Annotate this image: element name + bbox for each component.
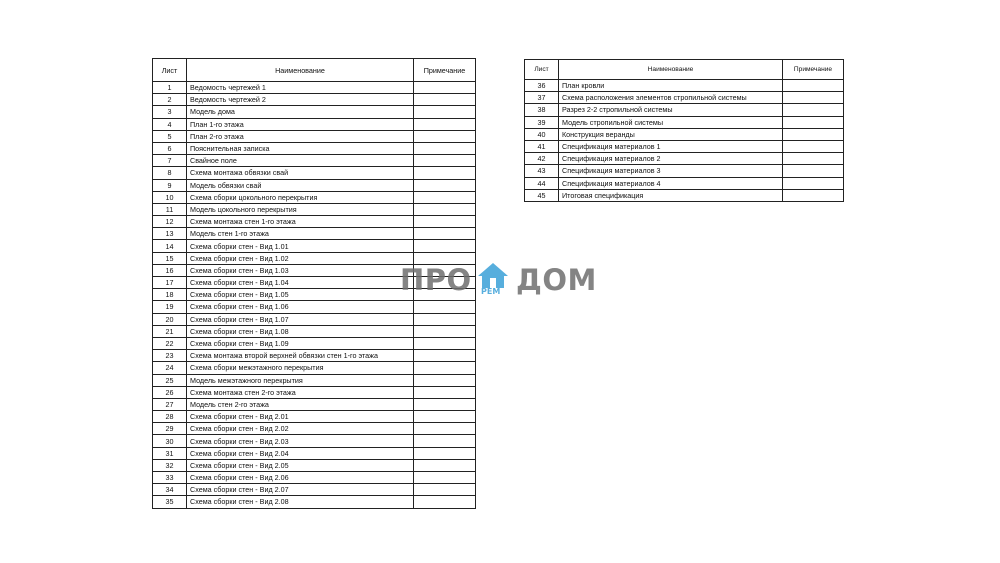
sheet-number: 8 bbox=[153, 167, 187, 179]
sheet-title: Схема монтажа стен 1-го этажа bbox=[187, 216, 414, 228]
table-row bbox=[153, 447, 476, 459]
sheet-number: 35 bbox=[153, 496, 187, 508]
sheet-title: Схема сборки стен - Вид 1.08 bbox=[187, 325, 414, 337]
table-row bbox=[153, 203, 476, 215]
sheet-title: Схема сборки стен - Вид 2.03 bbox=[187, 435, 414, 447]
sheet-number: 19 bbox=[153, 301, 187, 313]
sheet-note bbox=[783, 140, 844, 152]
sheet-note bbox=[783, 92, 844, 104]
table-row bbox=[153, 82, 476, 94]
table-row bbox=[153, 130, 476, 142]
sheet-title: Схема монтажа обвязки свай bbox=[187, 167, 414, 179]
table-row bbox=[153, 191, 476, 203]
watermark-logo bbox=[398, 261, 603, 299]
sheet-note bbox=[414, 118, 476, 130]
table-row bbox=[525, 116, 844, 128]
sheet-note bbox=[783, 104, 844, 116]
sheet-title: Модель стропильной системы bbox=[559, 116, 783, 128]
sheet-title: Спецификация материалов 4 bbox=[559, 177, 783, 189]
sheet-title: Схема сборки стен - Вид 2.04 bbox=[187, 447, 414, 459]
sheet-note bbox=[414, 191, 476, 203]
sheet-title: Схема сборки стен - Вид 1.01 bbox=[187, 240, 414, 252]
table-row bbox=[153, 301, 476, 313]
sheet-note bbox=[414, 362, 476, 374]
sheet-note bbox=[414, 155, 476, 167]
sheet-title: Пояснительная записка bbox=[187, 142, 414, 154]
sheet-title: Схема монтажа второй верхней обвязки стен 1-го этажа bbox=[187, 350, 414, 362]
sheet-number: 21 bbox=[153, 325, 187, 337]
table-row bbox=[153, 216, 476, 228]
sheet-number: 18 bbox=[153, 289, 187, 301]
sheet-number: 31 bbox=[153, 447, 187, 459]
sheet-note bbox=[414, 386, 476, 398]
table-row bbox=[153, 362, 476, 374]
sheet-note bbox=[414, 423, 476, 435]
sheet-number: 32 bbox=[153, 459, 187, 471]
table-row bbox=[525, 92, 844, 104]
sheet-note bbox=[414, 142, 476, 154]
table-row bbox=[153, 472, 476, 484]
sheet-title: Схема сборки стен - Вид 1.06 bbox=[187, 301, 414, 313]
sheet-title: Модель обвязки свай bbox=[187, 179, 414, 191]
table-row bbox=[153, 496, 476, 508]
sheet-note bbox=[414, 313, 476, 325]
sheet-number: 11 bbox=[153, 203, 187, 215]
sheet-title: Модель стен 1-го этажа bbox=[187, 228, 414, 240]
sheet-title: Спецификация материалов 1 bbox=[559, 140, 783, 152]
sheet-note bbox=[783, 153, 844, 165]
sheet-number: 6 bbox=[153, 142, 187, 154]
table-row bbox=[153, 435, 476, 447]
sheet-note bbox=[414, 228, 476, 240]
sheet-note bbox=[414, 167, 476, 179]
table-row bbox=[153, 386, 476, 398]
sheet-note bbox=[414, 398, 476, 410]
watermark-text-right: ДОМ bbox=[516, 263, 597, 297]
sheet-number: 36 bbox=[525, 80, 559, 92]
sheet-number: 37 bbox=[525, 92, 559, 104]
header-note: Примечание bbox=[783, 60, 844, 80]
sheet-number: 25 bbox=[153, 374, 187, 386]
sheet-title: Схема сборки стен - Вид 1.07 bbox=[187, 313, 414, 325]
sheet-note bbox=[414, 240, 476, 252]
table-row bbox=[153, 374, 476, 386]
table-row bbox=[153, 398, 476, 410]
sheet-note bbox=[414, 130, 476, 142]
sheet-note bbox=[414, 350, 476, 362]
sheet-note bbox=[414, 106, 476, 118]
sheet-title: Схема сборки стен - Вид 2.08 bbox=[187, 496, 414, 508]
table-row bbox=[525, 140, 844, 152]
header-sheet: Лист bbox=[153, 59, 187, 82]
watermark-text-left: ПРО bbox=[400, 263, 472, 297]
table-row bbox=[525, 104, 844, 116]
sheet-title: Конструкция веранды bbox=[559, 128, 783, 140]
watermark-subtext: РЕМ bbox=[481, 287, 501, 296]
sheet-number: 42 bbox=[525, 153, 559, 165]
sheet-title: Ведомость чертежей 2 bbox=[187, 94, 414, 106]
sheet-title: Схема сборки межэтажного перекрытия bbox=[187, 362, 414, 374]
sheet-note bbox=[414, 203, 476, 215]
sheet-number: 40 bbox=[525, 128, 559, 140]
sheet-note bbox=[783, 128, 844, 140]
sheet-number: 13 bbox=[153, 228, 187, 240]
sheet-title: План кровли bbox=[559, 80, 783, 92]
table-row bbox=[153, 411, 476, 423]
sheet-title: Схема сборки стен - Вид 1.09 bbox=[187, 337, 414, 349]
sheet-number: 17 bbox=[153, 277, 187, 289]
sheet-note bbox=[783, 189, 844, 201]
sheet-note bbox=[783, 80, 844, 92]
header-note: Примечание bbox=[414, 59, 476, 82]
sheet-number: 15 bbox=[153, 252, 187, 264]
sheet-number: 5 bbox=[153, 130, 187, 142]
sheet-number: 29 bbox=[153, 423, 187, 435]
table-row bbox=[525, 189, 844, 201]
table-row bbox=[153, 325, 476, 337]
header-sheet: Лист bbox=[525, 60, 559, 80]
sheet-note bbox=[414, 447, 476, 459]
sheet-number: 43 bbox=[525, 165, 559, 177]
table-row bbox=[153, 94, 476, 106]
table-header-row bbox=[153, 59, 476, 82]
sheet-title: Схема монтажа стен 2-го этажа bbox=[187, 386, 414, 398]
sheet-note bbox=[414, 82, 476, 94]
sheet-note bbox=[414, 472, 476, 484]
sheet-number: 33 bbox=[153, 472, 187, 484]
table-row bbox=[153, 459, 476, 471]
sheet-title: Схема сборки стен - Вид 1.04 bbox=[187, 277, 414, 289]
sheet-note bbox=[783, 116, 844, 128]
sheet-number: 34 bbox=[153, 484, 187, 496]
sheet-note bbox=[414, 484, 476, 496]
sheet-title: Схема расположения элементов стропильной системы bbox=[559, 92, 783, 104]
sheet-note bbox=[414, 325, 476, 337]
table-row bbox=[525, 165, 844, 177]
header-name: Наименование bbox=[187, 59, 414, 82]
sheet-title: Ведомость чертежей 1 bbox=[187, 82, 414, 94]
sheet-note bbox=[414, 374, 476, 386]
table-row bbox=[525, 80, 844, 92]
table-row bbox=[153, 155, 476, 167]
header-name: Наименование bbox=[559, 60, 783, 80]
table-row bbox=[153, 337, 476, 349]
sheet-title: Разрез 2-2 стропильной системы bbox=[559, 104, 783, 116]
sheet-title: План 2-го этажа bbox=[187, 130, 414, 142]
sheet-title: Схема сборки стен - Вид 1.05 bbox=[187, 289, 414, 301]
sheet-number: 3 bbox=[153, 106, 187, 118]
sheet-number: 44 bbox=[525, 177, 559, 189]
sheet-title: Схема сборки стен - Вид 2.07 bbox=[187, 484, 414, 496]
sheet-note bbox=[414, 496, 476, 508]
sheet-title: Модель дома bbox=[187, 106, 414, 118]
sheet-number: 26 bbox=[153, 386, 187, 398]
sheet-number: 22 bbox=[153, 337, 187, 349]
sheet-note bbox=[414, 216, 476, 228]
table-row bbox=[153, 179, 476, 191]
sheet-note bbox=[414, 94, 476, 106]
sheet-note bbox=[414, 179, 476, 191]
sheet-title: Схема сборки стен - Вид 2.01 bbox=[187, 411, 414, 423]
sheet-note bbox=[414, 411, 476, 423]
sheet-number: 7 bbox=[153, 155, 187, 167]
sheet-title: Схема сборки цокольного перекрытия bbox=[187, 191, 414, 203]
sheet-number: 41 bbox=[525, 140, 559, 152]
sheet-number: 45 bbox=[525, 189, 559, 201]
sheet-title: Схема сборки стен - Вид 1.03 bbox=[187, 264, 414, 276]
sheet-title: Модель межэтажного перекрытия bbox=[187, 374, 414, 386]
table-row bbox=[525, 153, 844, 165]
sheet-title: Итоговая спецификация bbox=[559, 189, 783, 201]
table-row bbox=[525, 128, 844, 140]
table-row bbox=[153, 106, 476, 118]
table-row bbox=[153, 313, 476, 325]
sheet-number: 16 bbox=[153, 264, 187, 276]
sheet-title: Модель стен 2-го этажа bbox=[187, 398, 414, 410]
table-row bbox=[153, 228, 476, 240]
sheet-title: Схема сборки стен - Вид 2.06 bbox=[187, 472, 414, 484]
sheet-number: 23 bbox=[153, 350, 187, 362]
table-row bbox=[153, 484, 476, 496]
table-row bbox=[153, 240, 476, 252]
sheet-number: 39 bbox=[525, 116, 559, 128]
sheet-number: 4 bbox=[153, 118, 187, 130]
table-row bbox=[153, 350, 476, 362]
sheet-number: 10 bbox=[153, 191, 187, 203]
sheet-title: Свайное поле bbox=[187, 155, 414, 167]
sheet-title: Спецификация материалов 2 bbox=[559, 153, 783, 165]
sheet-note bbox=[414, 435, 476, 447]
sheet-number: 27 bbox=[153, 398, 187, 410]
sheet-number: 2 bbox=[153, 94, 187, 106]
sheet-title: План 1-го этажа bbox=[187, 118, 414, 130]
sheet-number: 9 bbox=[153, 179, 187, 191]
sheet-title: Схема сборки стен - Вид 1.02 bbox=[187, 252, 414, 264]
table-row bbox=[153, 118, 476, 130]
sheet-note bbox=[783, 177, 844, 189]
sheet-number: 28 bbox=[153, 411, 187, 423]
sheet-number: 14 bbox=[153, 240, 187, 252]
sheet-note bbox=[414, 301, 476, 313]
sheet-number: 12 bbox=[153, 216, 187, 228]
sheet-title: Схема сборки стен - Вид 2.02 bbox=[187, 423, 414, 435]
sheet-title: Спецификация материалов 3 bbox=[559, 165, 783, 177]
sheet-number: 30 bbox=[153, 435, 187, 447]
table-row bbox=[525, 177, 844, 189]
table-header-row bbox=[525, 60, 844, 80]
sheet-note bbox=[414, 337, 476, 349]
table-row bbox=[153, 167, 476, 179]
sheet-number: 20 bbox=[153, 313, 187, 325]
sheet-title: Схема сборки стен - Вид 2.05 bbox=[187, 459, 414, 471]
sheet-title: Модель цокольного перекрытия bbox=[187, 203, 414, 215]
table-row bbox=[153, 423, 476, 435]
sheet-note bbox=[783, 165, 844, 177]
sheet-number: 1 bbox=[153, 82, 187, 94]
table-row bbox=[153, 142, 476, 154]
sheet-number: 38 bbox=[525, 104, 559, 116]
drawings-register-table-2 bbox=[524, 59, 844, 202]
sheet-note bbox=[414, 459, 476, 471]
sheet-number: 24 bbox=[153, 362, 187, 374]
